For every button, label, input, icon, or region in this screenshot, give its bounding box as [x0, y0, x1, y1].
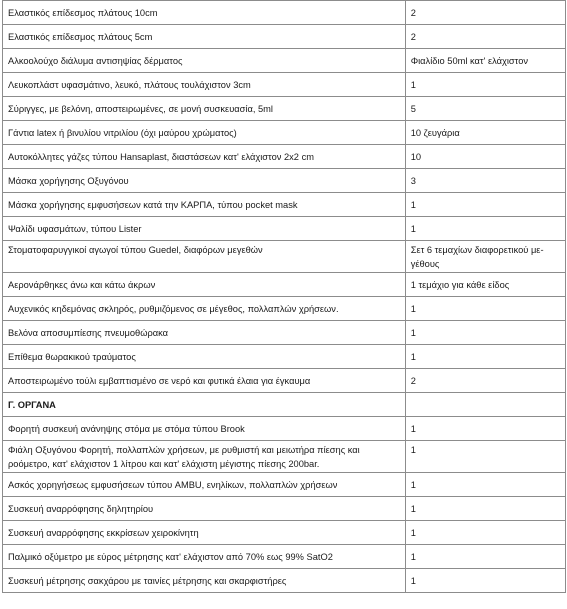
- item-cell: Μάσκα χορήγησης εμφυσήσεων κατά την ΚΑΡΠΑ, τύπου pocket mask: [3, 193, 406, 217]
- quantity-cell: 1: [405, 473, 565, 497]
- table-row: [3, 145, 566, 169]
- table-row: [3, 497, 566, 521]
- item-cell: Παλμικό οξύμετρο με εύρος μέτρησης κατ' ελάχιστον από 70% εως 99% SatO2: [3, 545, 406, 569]
- section-header-row: [3, 393, 566, 417]
- item-cell: [3, 441, 406, 473]
- item-cell: Λευκοπλάστ υφασμάτινο, λευκό, πλάτους τουλάχιστον 3cm: [3, 73, 406, 97]
- table-row: [3, 569, 566, 593]
- quantity-cell: [405, 393, 565, 417]
- section-title: Γ. ΟΡΓΑΝΑ: [3, 393, 406, 417]
- quantity-cell: 1: [405, 545, 565, 569]
- item-text: Στοματοφαρυγγικοί αγωγοί τύπου Guedel, διαφόρων μεγεθών: [8, 244, 263, 255]
- table-row: [3, 1, 566, 25]
- equipment-table-body: [3, 1, 566, 593]
- quantity-cell: 5: [405, 97, 565, 121]
- item-cell: Αλκοολούχο διάλυμα αντισηψίας δέρματος: [3, 49, 406, 73]
- item-cell: Ασκός χορηγήσεως εμφυσήσεων τύπου AMBU, ενηλίκων, πολλαπλών χρήσεων: [3, 473, 406, 497]
- item-cell: Συσκευή αναρρόφησης εκκρίσεων χειροκίνητη: [3, 521, 406, 545]
- table-row: [3, 441, 566, 473]
- table-row: [3, 417, 566, 441]
- item-cell: Γάντια latex ή βινυλίου νιτριλίου (όχι μαύρου χρώματος): [3, 121, 406, 145]
- quantity-cell: 10 ζευγάρια: [405, 121, 565, 145]
- quantity-line: Σετ 6 τεμαχίων διαφορετικού με-: [410, 244, 544, 255]
- item-cell: Ψαλίδι υφασμάτων, τύπου Lister: [3, 217, 406, 241]
- item-cell: Συσκευή αναρρόφησης δηλητηρίου: [3, 497, 406, 521]
- table-row: [3, 73, 566, 97]
- quantity-line: γέθους: [410, 258, 440, 269]
- item-cell: Βελόνα αποσυμπίεσης πνευμοθώρακα: [3, 321, 406, 345]
- table-row: [3, 217, 566, 241]
- table-row: [3, 369, 566, 393]
- table-row: [3, 345, 566, 369]
- table-row: [3, 297, 566, 321]
- table-row: [3, 49, 566, 73]
- item-cell: Συσκευή μέτρησης σακχάρου με ταινίες μέτρησης και σκαρφιστήρες: [3, 569, 406, 593]
- table-row: [3, 193, 566, 217]
- quantity-cell: 1: [405, 321, 565, 345]
- quantity-cell: 2: [405, 369, 565, 393]
- quantity-cell: 1: [405, 497, 565, 521]
- item-cell: Επίθεμα θωρακικού τραύματος: [3, 345, 406, 369]
- quantity-cell: 1: [405, 297, 565, 321]
- item-cell: Αυτοκόλλητες γάζες τύπου Hansaplast, διαστάσεων κατ' ελάχιστον 2x2 cm: [3, 145, 406, 169]
- table-row: [3, 473, 566, 497]
- item-cell: Μάσκα χορήγησης Οξυγόνου: [3, 169, 406, 193]
- quantity-cell: [405, 241, 565, 273]
- quantity-cell: 2: [405, 1, 565, 25]
- quantity-cell: 2: [405, 25, 565, 49]
- quantity-cell: 1: [405, 569, 565, 593]
- item-cell: Αυχενικός κηδεμόνας σκληρός, ρυθμιζόμενος σε μέγεθος, πολλαπλών χρήσεων.: [3, 297, 406, 321]
- item-cell: Ελαστικός επίδεσμος πλάτους 5cm: [3, 25, 406, 49]
- table-row: [3, 169, 566, 193]
- item-cell: Σύριγγες, με βελόνη, αποστειρωμένες, σε μονή συσκευασία, 5ml: [3, 97, 406, 121]
- quantity-cell: 1: [405, 193, 565, 217]
- quantity-cell: [405, 441, 565, 473]
- table-row: [3, 25, 566, 49]
- table-row: [3, 521, 566, 545]
- quantity-cell: 1: [405, 521, 565, 545]
- equipment-table: [2, 0, 566, 593]
- quantity-cell: 1 τεμάχιο για κάθε είδος: [405, 273, 565, 297]
- table-row: [3, 321, 566, 345]
- quantity-cell: 1: [405, 217, 565, 241]
- item-cell: [3, 241, 406, 273]
- item-cell: Αερονάρθηκες άνω και κάτω άκρων: [3, 273, 406, 297]
- table-row: [3, 241, 566, 273]
- item-cell: Αποστειρωμένο τούλι εμβαπτισμένο σε νερό και φυτικά έλαια για έγκαυμα: [3, 369, 406, 393]
- quantity-cell: Φιαλίδιο 50ml κατ' ελάχιστον: [405, 49, 565, 73]
- line-spacer: [8, 259, 11, 269]
- quantity-cell: 3: [405, 169, 565, 193]
- item-cell: Φορητή συσκευή ανάνηψης στόμα με στόμα τύπου Brook: [3, 417, 406, 441]
- item-line: Φιάλη Οξυγόνου Φορητή, πολλαπλών χρήσεων, με ρυθμιστή και μειωτήρα πίεσης και: [8, 444, 360, 455]
- table-row: [3, 97, 566, 121]
- line-spacer: [411, 459, 414, 469]
- table-row: [3, 121, 566, 145]
- table-row: [3, 545, 566, 569]
- item-line: ροόμετρο, κατ' ελάχιστον 1 λίτρου και κατ' ελάχιστη μέγιστης πίεσης 200bar.: [8, 458, 320, 469]
- table-row: [3, 273, 566, 297]
- quantity-cell: 1: [405, 417, 565, 441]
- item-cell: Ελαστικός επίδεσμος πλάτους 10cm: [3, 1, 406, 25]
- quantity-cell: 1: [405, 345, 565, 369]
- quantity-text: 1: [410, 444, 416, 455]
- quantity-cell: 10: [405, 145, 565, 169]
- quantity-cell: 1: [405, 73, 565, 97]
